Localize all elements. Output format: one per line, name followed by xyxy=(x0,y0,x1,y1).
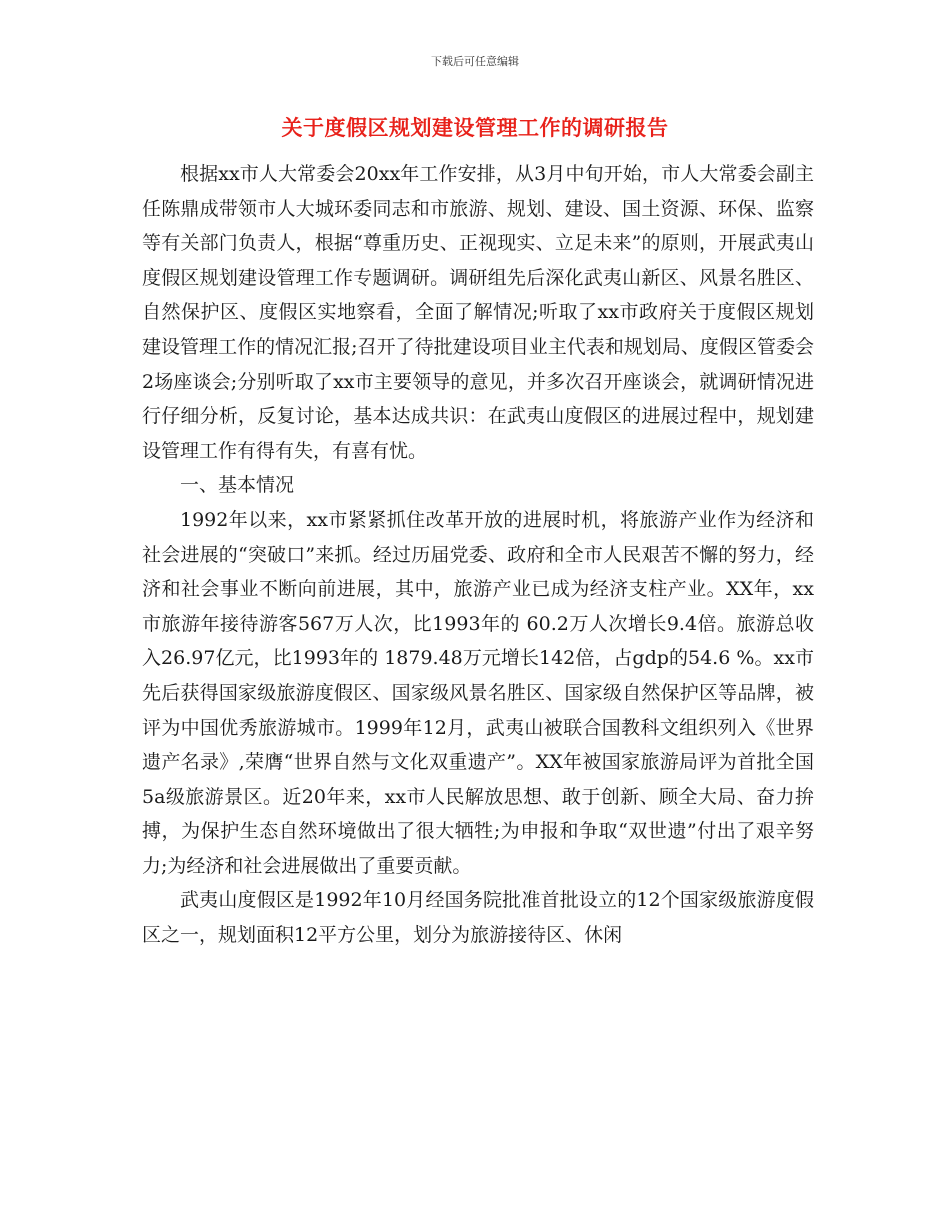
page-header-note: 下载后可任意编辑 xyxy=(431,55,519,68)
document-body xyxy=(142,157,814,953)
document-title: 关于度假区规划建设管理工作的调研报告 xyxy=(281,116,669,140)
section-heading-basic-situation: 一、基本情况 xyxy=(180,474,295,497)
paragraph-intro: 根据xx市人大常委会20xx年工作安排，从3月中旬开始，市人大常委会副主任陈鼎成带领市人大城环委同志和市旅游、规划、建设、国土资源、环保、监察等有关部门负责人，根据“尊重历史、正视现实、立足未来”的原则，开展武夷山度假区规划建设管理工作专题调研。调研组先后深化武夷山新区、风景名胜区、自然保护区、度假区实地察看，全面了解情况;听取了xx市政府关于度假区规划建设管理工作的情况汇报;召开了待批建设项目业主代表和规划局、度假区管委会2场座谈会;分别听取了xx市主要领导的意见，并多次召开座谈会，就调研情况进行仔细分析，反复讨论，基本达成共识：在武夷山度假区的进展过程中，规划建设管理工作有得有失，有喜有忧。 xyxy=(142,163,814,462)
paragraph-tourism-development: 1992年以来，xx市紧紧抓住改革开放的进展时机，将旅游产业作为经济和社会进展的“突破口”来抓。经过历届党委、政府和全市人民艰苦不懈的努力，经济和社会事业不断向前进展，其中，旅游产业已成为经济支柱产业。XX年，xx市旅游年接待游客567万人次，比1993年的 60.2万人次增长9.4倍。旅游总收入26.97亿元，比1993年的 1879.48万元增长142倍，占gdp的54.6 %。xx市先后获得国家级旅游度假区、国家级风景名胜区、国家级自然保护区等品牌，被评为中国优秀旅游城市。1999年12月，武夷山被联合国教科文组织列入《世界遗产名录》,荣膺“世界自然与文化双重遗产”。XX年被国家旅游局评为首批全国5a级旅游景区。近20年来，xx市人民解放思想、敢于创新、顾全大局、奋力拚搏，为保护生态自然环境做出了很大牺牲;为申报和争取“双世遗”付出了艰辛努力;为经济和社会进展做出了重要贡献。 xyxy=(142,508,814,877)
paragraph-resort-overview: 武夷山度假区是1992年10月经国务院批准首批设立的12个国家级旅游度假区之一，规划面积12平方公里，划分为旅游接待区、休闲 xyxy=(142,889,814,947)
